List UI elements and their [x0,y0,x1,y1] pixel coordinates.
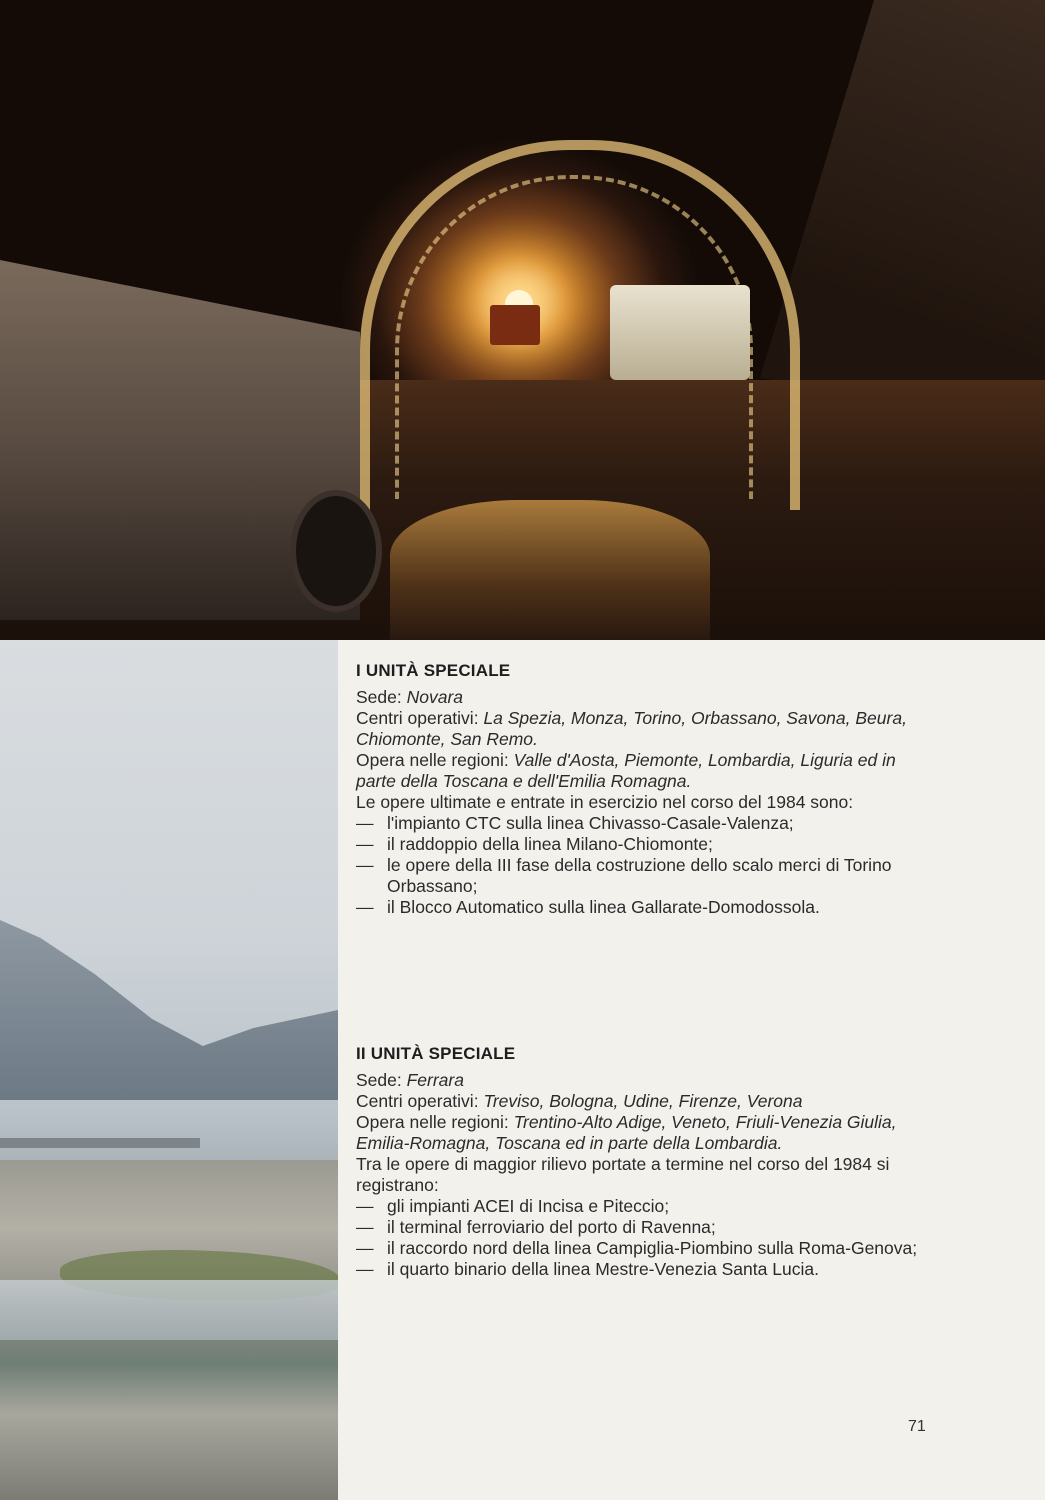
section-ii-unita-speciale [356,1043,926,1280]
regioni-value: Valle d'Aosta, Piemonte, Lombardia, Liguria ed in parte della Toscana e dell'Emilia Romagna. [356,750,896,791]
list-item [356,1196,926,1217]
mountains [0,920,338,1100]
dash-bullet: — [356,897,374,917]
list-item-text: gli impianti ACEI di Incisa e Piteccio; [387,1196,670,1216]
centri-label: Centri operativi: [356,1091,479,1111]
regioni-line [356,1112,926,1154]
intro-text: Le opere ultimate e entrate in esercizio nel corso del 1984 sono: [356,792,854,812]
regioni-line [356,750,926,792]
list-item [356,1217,926,1238]
page-number: 71 [908,1418,926,1435]
bridge [0,1138,200,1148]
sede-line [356,687,926,708]
regioni-value: Trentino-Alto Adige, Veneto, Friuli-Venezia Giulia, Emilia-Romagna, Toscana ed in parte della Lombardia. [356,1112,897,1153]
list-item-text: il raddoppio della linea Milano-Chiomonte; [387,834,713,854]
section-heading: I UNITÀ SPECIALE [356,661,511,680]
list-item [356,897,926,918]
list-item [356,855,926,897]
sede-label: Sede: [356,1070,402,1090]
sede-label: Sede: [356,687,402,707]
works-list [356,1196,926,1280]
centri-label: Centri operativi: [356,708,479,728]
centri-value: Treviso, Bologna, Udine, Firenze, Verona [483,1091,803,1111]
works-list [356,813,926,918]
centri-line [356,708,926,750]
river-water [0,1280,338,1340]
dash-bullet: — [356,1259,374,1279]
river-valley-photo [0,640,338,1500]
list-item-text: il raccordo nord della linea Campiglia-Piombino sulla Roma-Genova; [387,1238,918,1258]
list-item-text: il terminal ferroviario del porto di Ravenna; [387,1217,716,1237]
sede-line [356,1070,926,1091]
centri-line [356,1091,926,1112]
centri-value: La Spezia, Monza, Torino, Orbassano, Savona, Beura, Chiomonte, San Remo. [356,708,907,749]
list-item-text: l'impianto CTC sulla linea Chivasso-Casale-Valenza; [387,813,794,833]
section-i-unita-speciale [356,660,926,918]
dash-bullet: — [356,1196,374,1216]
dash-bullet: — [356,834,374,854]
sede-value: Novara [406,687,464,707]
list-item [356,834,926,855]
intro-text: Tra le opere di maggior rilievo portate a termine nel corso del 1984 si registrano: [356,1154,890,1195]
regioni-label: Opera nelle regioni: [356,750,509,770]
water-reflection [390,500,710,640]
list-item-text: il Blocco Automatico sulla linea Gallarate-Domodossola. [387,897,820,917]
list-item [356,813,926,834]
dash-bullet: — [356,855,374,875]
dash-bullet: — [356,813,374,833]
list-item-text: il quarto binario della linea Mestre-Venezia Santa Lucia. [387,1259,819,1279]
sede-value: Ferrara [406,1070,464,1090]
regioni-label: Opera nelle regioni: [356,1112,509,1132]
dash-bullet: — [356,1217,374,1237]
jeep [610,285,750,380]
list-item [356,1259,926,1280]
machine-wheel [290,490,382,612]
tunnel-construction-photo [0,0,1045,640]
tunnel-wall [760,0,1045,420]
truck [490,305,540,345]
section-heading: II UNITÀ SPECIALE [356,1044,516,1063]
list-item-text: le opere della III fase della costruzione dello scalo merci di Torino Orbassano; [387,855,892,896]
list-item [356,1238,926,1259]
dash-bullet: — [356,1238,374,1258]
